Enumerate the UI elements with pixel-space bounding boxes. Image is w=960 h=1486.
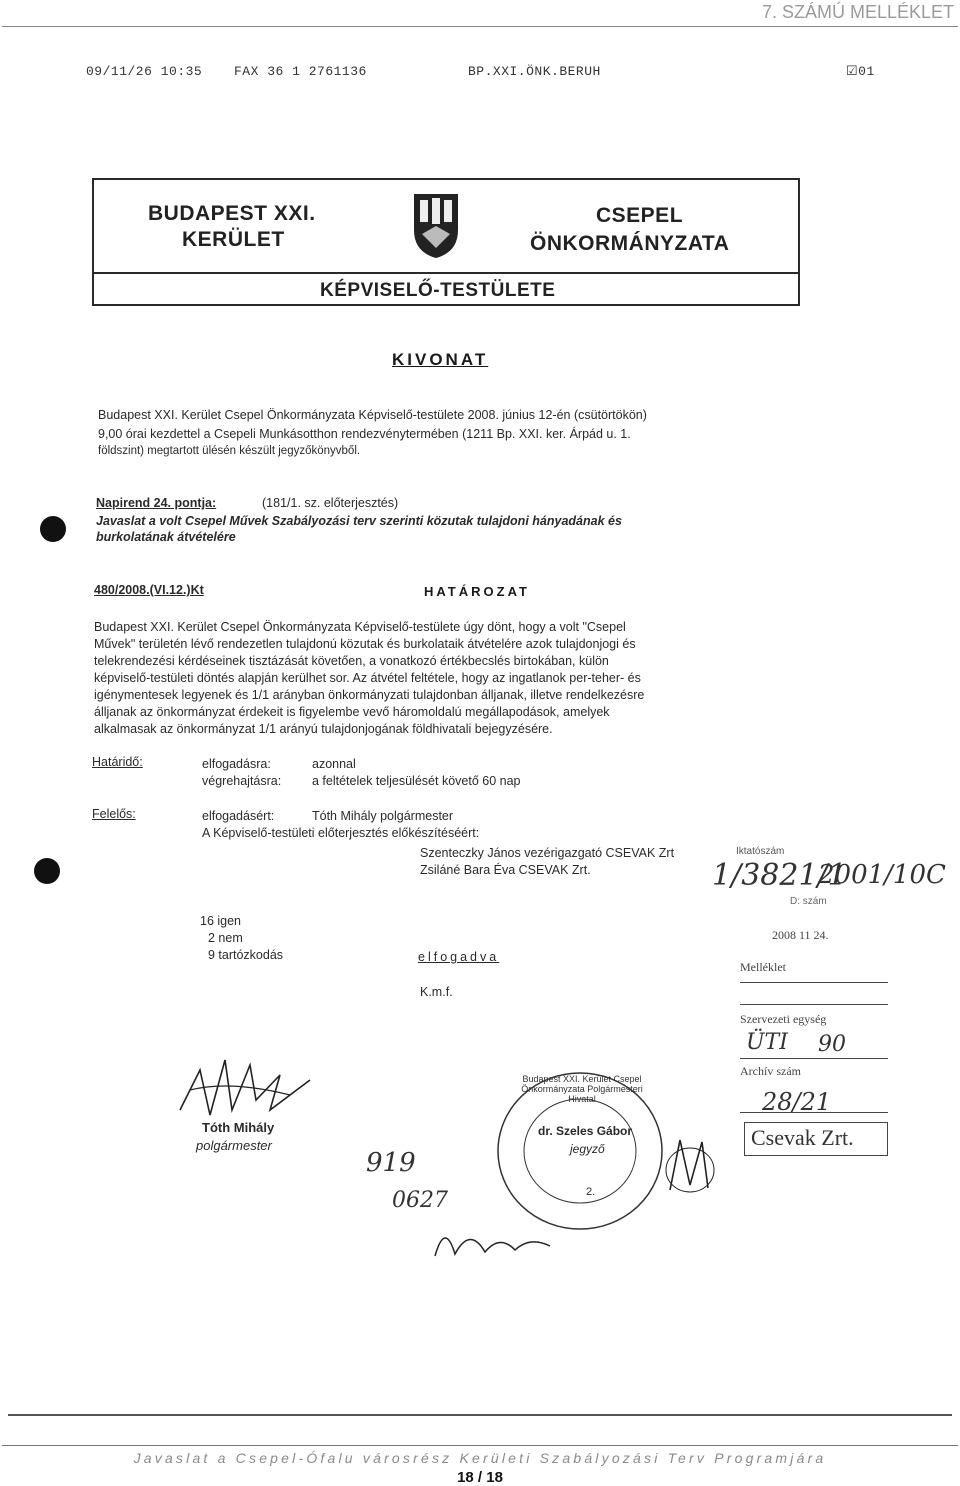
deadline-key-2: végrehajtásra:: [202, 774, 282, 788]
resolution-line-6: álljanak az önkormányzat érdekeit is figyelembe vevő háromoldalú megállapodások, amelyek: [94, 705, 610, 719]
mayor-signature: [170, 1040, 330, 1130]
resolution-line-3: telekrendezési kérdéseinek tisztázását követően, a vonatkozó értékbecslés birtokában, külön: [94, 654, 609, 668]
stamp-rule-4: [740, 1112, 888, 1113]
intro-line-2: 9,00 órai kezdettel a Csepeli Munkásotthon rendezvénytermében (1211 Bp. XXI. ker. Árpád u. 1.: [98, 427, 631, 441]
page-number: 18 / 18: [457, 1469, 503, 1486]
agenda-title-line-2: burkolatának átvételére: [96, 530, 236, 544]
letterhead-body: KÉPVISELŐ-TESTÜLETE: [320, 280, 556, 301]
stamp-registry-number-2: 2001/10C: [818, 860, 946, 890]
resolution-line-1: Budapest XXI. Kerület Csepel Önkormányzata Képviselő-testülete úgy dönt, hogy a volt "Csepel: [94, 620, 626, 634]
stamp-rule-3: [740, 1058, 888, 1059]
seal-center-title: jegyző: [570, 1142, 605, 1156]
stamp-attachment-label: Melléklet: [740, 960, 786, 974]
stamp-d-label: D: szám: [790, 896, 827, 907]
stamp-date: 2008 11 24.: [772, 928, 829, 942]
punch-hole-bottom: [34, 858, 60, 884]
vote-status: elfogadva: [418, 950, 500, 964]
agenda-label: Napirend 24. pontja:: [96, 496, 217, 510]
stamp-archive-label: Archív szám: [740, 1064, 801, 1078]
signatory-name: Tóth Mihály: [202, 1120, 275, 1135]
vote-no: 2 nem: [208, 931, 243, 945]
fax-page: ☑01: [846, 64, 875, 79]
stamp-registry-number: 1/3821/1: [712, 858, 847, 893]
resolution-line-5: igénymentesek legyenek és 1/1 arányban önkormányzati tulajdonban álljanak, illetve rendelkezésre: [94, 688, 645, 702]
responsible-label: Felelős:: [92, 807, 136, 821]
stamp-unit-code: 90: [818, 1032, 846, 1057]
resolution-line-4: képviselő-testületi döntés alapján kerülhet sor. Az átvétel feltétele, hogy az ingatlanok per-teher- és: [94, 671, 641, 685]
deadline-value-2: a feltételek teljesülését követő 60 nap: [312, 774, 521, 788]
letterhead-right-line2: ÖNKORMÁNYZATA: [530, 232, 730, 255]
handwritten-initials: [430, 1216, 560, 1266]
stamp-unit-label: Szervezeti egység: [740, 1012, 827, 1026]
fax-number: FAX 36 1 2761136: [234, 64, 367, 79]
footer-divider: [2, 1445, 958, 1446]
stamp-rule-1: [740, 982, 888, 983]
document-title: KIVONAT: [392, 350, 489, 369]
header-divider: [2, 26, 958, 27]
handwritten-note-1: 919: [366, 1148, 416, 1178]
deadline-key-1: elfogadásra:: [202, 757, 271, 771]
seal-ring-text: Budapest XXI. Kerület Csepel Önkormányzata Polgármesteri Hivatal: [521, 1074, 643, 1104]
notary-signature: [660, 1130, 720, 1200]
letterhead-divider: [92, 272, 800, 274]
fax-bottom-edge: [8, 1414, 952, 1416]
responsible-line-2: A Képviselő-testületi előterjesztés előkészítéséért:: [202, 826, 480, 840]
stamp-rule-2: [740, 1004, 888, 1005]
resolution-line-7: alkalmasak az önkormányzat 1/1 arányú tulajdonjogának földhivatali bejegyzésére.: [94, 722, 553, 736]
footer-title: Javaslat a Csepel-Ófalu városrész Kerületi Szabályozási Terv Programjára: [133, 1450, 827, 1466]
deadline-label: Határidő:: [92, 755, 143, 769]
responsible-value-1: Tóth Mihály polgármester: [312, 809, 454, 823]
vote-abstain: 9 tartózkodás: [208, 948, 284, 962]
resolution-number: 480/2008.(VI.12.)Kt: [94, 583, 204, 597]
stamp-unit-value: ÜTI: [746, 1030, 788, 1055]
deadline-value-1: azonnal: [312, 757, 356, 771]
agenda-title-line-1: Javaslat a volt Csepel Művek Szabályozási terv szerinti közutak tulajdoni hányadának és: [96, 514, 622, 528]
coat-of-arms-icon: [410, 190, 462, 260]
fax-sender: BP.XXI.ÖNK.BERUH: [468, 64, 601, 79]
stamp-company: Csevak Zrt.: [744, 1122, 888, 1156]
responsible-line-4: Zsiláné Bara Éva CSEVAK Zrt.: [420, 863, 591, 877]
resolution-line-2: Művek" területén lévő rendezetlen tulajdonú közutak és burkolataik átvételére azok tulajdonjogi és: [94, 637, 636, 651]
punch-hole-top: [40, 516, 66, 542]
responsible-line-3: Szenteczky János vezérigazgató CSEVAK Zrt: [420, 846, 675, 860]
fax-datetime: 09/11/26 10:35: [86, 64, 203, 79]
intro-line-3: földszint) megtartott ülésén készült jegyzőkönyvből.: [98, 445, 361, 457]
stamp-registry-label: Iktatószám: [736, 846, 785, 857]
stamp-archive-value: 28/21: [762, 1088, 832, 1116]
signatory-title: polgármester: [196, 1138, 272, 1153]
intro-line-1: Budapest XXI. Kerület Csepel Önkormányzata Képviselő-testülete 2008. június 12-én (csütörtökön): [98, 408, 647, 422]
kmf-label: K.m.f.: [420, 985, 453, 999]
letterhead-left-line2: KERÜLET: [182, 228, 285, 251]
agenda-ref: (181/1. sz. előterjesztés): [262, 496, 399, 510]
resolution-heading: HATÁROZAT: [424, 584, 530, 599]
vote-yes: 16 igen: [200, 914, 242, 928]
letterhead-right-line1: CSEPEL: [596, 204, 684, 227]
page-header: 7. SZÁMÚ MELLÉKLET: [761, 2, 954, 22]
seal-number: 2.: [586, 1186, 596, 1198]
seal-center-name: dr. Szeles Gábor: [538, 1124, 633, 1138]
letterhead-left-line1: BUDAPEST XXI.: [148, 202, 316, 225]
handwritten-note-2: 0627: [392, 1188, 448, 1213]
responsible-key-1: elfogadásért:: [202, 809, 275, 823]
